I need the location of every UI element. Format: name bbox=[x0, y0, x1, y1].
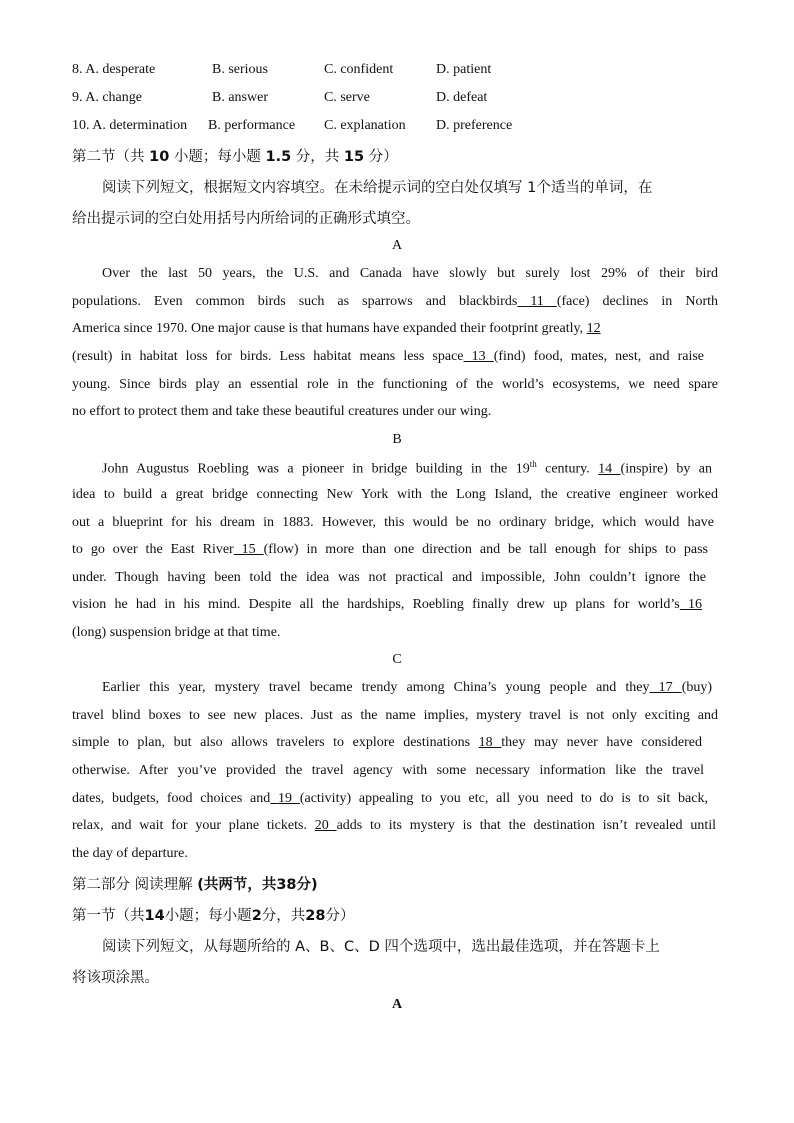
passage-line: out a blueprint for his dream in 1883. However, this would be no ordinary bridge, which would have bbox=[72, 515, 714, 530]
blank-13: 13 bbox=[463, 349, 494, 364]
passage-line: Earlier this year, mystery travel became trendy among China’s young people and they 17 (buy) bbox=[102, 680, 713, 695]
passage-line: idea to build a great bridge connecting New York with the Long Island, the creative engineer worked bbox=[72, 487, 718, 502]
passage-line: (result) in habitat loss for birds. Less habitat means less space 13 (find) food, mates, nest, and raise bbox=[72, 349, 705, 364]
passage-line: vision he had in his mind. Despite all the hardships, Roebling finally drew up plans for world’s 16 bbox=[72, 597, 702, 612]
part-heading: 第二部分 阅读理解 (共两节，共38分) bbox=[72, 877, 318, 893]
blank-14: 14 bbox=[598, 461, 621, 477]
passage-line: young. Since birds play an essential role in the functioning of the world’s ecosystems, we need spare bbox=[72, 377, 718, 392]
option-b: B. answer bbox=[212, 90, 268, 105]
blank-18: 18 bbox=[478, 735, 502, 750]
blank-16: 16 bbox=[679, 597, 702, 612]
option-b: B. serious bbox=[212, 62, 268, 77]
passage-line: (long) suspension bridge at that time. bbox=[72, 625, 281, 640]
passage-line: under. Though having been told the idea was not practical and impossible, John couldn’t ignore the bbox=[72, 570, 706, 585]
passage-line: to go over the East River 15 (flow) in more than one direction and be tall enough for ships to pass bbox=[72, 542, 708, 557]
option-d: D. patient bbox=[436, 62, 492, 77]
option-d: D. defeat bbox=[436, 90, 488, 105]
passage-line: dates, budgets, food choices and 19 (activity) appealing to you etc, all you need to do is to sit back, bbox=[72, 791, 708, 806]
option-c: C. confident bbox=[324, 62, 394, 77]
option-a: 8. A. desperate bbox=[72, 62, 156, 77]
passage-line: relax, and wait for your plane tickets. 20 adds to its mystery is that the destination isn’t revealed until bbox=[72, 818, 717, 833]
option-b: B. performance bbox=[208, 118, 296, 133]
option-c: C. serve bbox=[324, 90, 370, 105]
passage-line: the day of departure. bbox=[72, 846, 188, 861]
blank-11: 11 bbox=[517, 294, 557, 309]
passage-line: John Augustus Roebling was a pioneer in bridge building in the 19th century. 14 (inspire) by an bbox=[102, 459, 712, 477]
section-heading: 第一节（共14小题；每小题2分，共28分） bbox=[72, 908, 355, 924]
passage-line: otherwise. After you’ve provided the travel agency with some necessary information like the travel bbox=[72, 763, 704, 778]
option-a: 10. A. determination bbox=[72, 118, 188, 133]
instruction-line: 给出提示词的空白处用括号内所给词的正确形式填空。 bbox=[72, 211, 420, 227]
passage-label: C bbox=[392, 652, 402, 667]
option-c: C. explanation bbox=[324, 118, 406, 133]
passage-line: no effort to protect them and take these beautiful creatures under our wing. bbox=[72, 404, 492, 419]
blank-12: 12 bbox=[586, 321, 601, 336]
passage-line: travel blind boxes to see new places. Just as the name implies, mystery travel is not only exciting and bbox=[72, 708, 718, 723]
option-a: 9. A. change bbox=[72, 90, 142, 105]
blank-19: 19 bbox=[270, 791, 300, 806]
passage-label: A bbox=[391, 997, 403, 1012]
instruction-line: 阅读下列短文，根据短文内容填空。在未给提示词的空白处仅填写 1个适当的单词，在 bbox=[102, 180, 653, 196]
passage-line: simple to plan, but also allows travelers to explore destinations 18 they may never have considered bbox=[72, 735, 702, 750]
section-heading: 第二节（共 10 小题；每小题 1.5 分，共 15 分） bbox=[72, 149, 398, 165]
instruction-line: 将该项涂黑。 bbox=[72, 970, 159, 986]
blank-17: 17 bbox=[649, 680, 682, 695]
blank-20: 20 bbox=[314, 818, 337, 833]
passage-line: populations. Even common birds such as sparrows and blackbirds 11 (face) declines in North bbox=[72, 294, 718, 309]
option-d: D. preference bbox=[436, 118, 513, 133]
passage-line: Over the last 50 years, the U.S. and Canada have slowly but surely lost 29% of their bird bbox=[102, 266, 718, 281]
passage-line: America since 1970. One major cause is that humans have expanded their footprint greatly, 12 bbox=[72, 321, 601, 336]
blank-15: 15 bbox=[233, 542, 264, 557]
instruction-line: 阅读下列短文，从每题所给的 A、B、C、D 四个选项中，选出最佳选项，并在答题卡上 bbox=[102, 939, 660, 955]
passage-label: A bbox=[391, 238, 403, 253]
passage-label: B bbox=[392, 432, 402, 447]
